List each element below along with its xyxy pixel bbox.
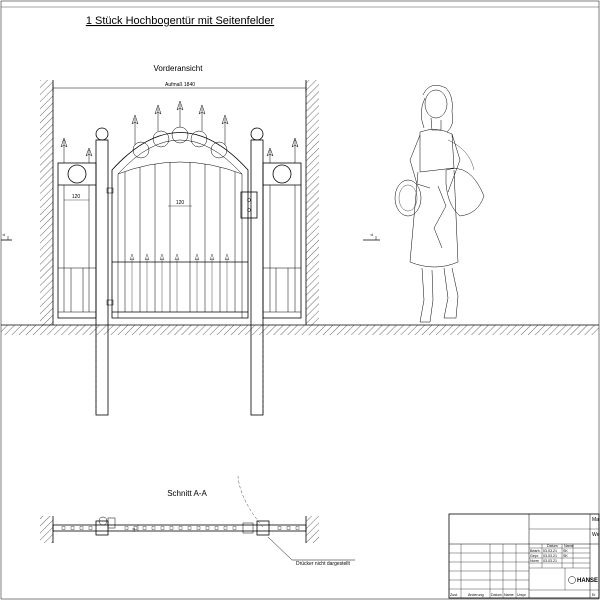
company-logo-text: HANSE [577, 578, 599, 584]
section-lock [243, 523, 253, 533]
section-hinge [108, 518, 115, 528]
section-bar [80, 527, 83, 530]
opening-dimension-label: Aufmaß 1840 [164, 82, 196, 88]
gate-leaf [112, 127, 248, 318]
section-bar [224, 527, 227, 530]
right-side-panel [263, 163, 301, 318]
title-block-row-date: 03.03.21 [543, 559, 557, 563]
gate-short-picket-tip [145, 254, 149, 260]
right-wall [306, 80, 319, 325]
drawing-title: 1 Stück Hochbogentür mit Seitenfelder [85, 15, 275, 27]
scale-figure-person [395, 85, 484, 322]
section-swing-arc [238, 476, 263, 527]
section-marker-right-label: A [370, 233, 374, 236]
title-block-col-date: Datum [547, 544, 558, 548]
section-bar [89, 527, 92, 530]
title-block-partial-footer: Er [592, 593, 596, 597]
section-bar [152, 527, 155, 530]
footer-zust: Zust. [450, 593, 458, 597]
title-block-partial-mid: We [592, 532, 600, 538]
left-side-panel [58, 163, 96, 318]
gate-short-picket-tip [225, 254, 229, 260]
footer-name: Name [504, 593, 514, 597]
section-bar [62, 527, 65, 530]
lock-box [241, 192, 257, 218]
side-spacing-label: 120 [71, 194, 81, 200]
gate-short-picket-tip [195, 254, 199, 260]
section-label: Schnitt A-A [167, 489, 207, 498]
gate-short-picket-tip [175, 254, 179, 260]
section-marker-left-label: A [2, 233, 6, 236]
front-view-label: Vorderansicht [153, 64, 203, 73]
sheet-border [1, 1, 599, 599]
company-logo [569, 577, 599, 585]
title-block-partial-top: Ma [592, 517, 599, 523]
section-right-post [257, 521, 269, 535]
section-bar [206, 527, 209, 530]
section-bar [197, 527, 200, 530]
title-block-row-label: Gepr. [530, 554, 539, 558]
footer-urspr: Urspr. [517, 593, 527, 597]
right-post [251, 128, 263, 415]
section-bar [215, 527, 218, 530]
gate-short-picket-tip [210, 254, 214, 260]
crown-spears [132, 101, 228, 145]
footer-datum: Datum [491, 593, 502, 597]
section-bar [188, 527, 191, 530]
section-bar [287, 527, 290, 530]
section-bar [71, 527, 74, 530]
title-block-row-name: SK [563, 549, 568, 553]
gate-short-picket-tip [160, 254, 164, 260]
section-bar [143, 527, 146, 530]
title-block-row-date: 03.03.21 [543, 554, 557, 558]
section-bar [296, 527, 299, 530]
title-block-row-date: 03.03.21 [543, 549, 557, 553]
title-block-row-label: Norm [530, 559, 539, 563]
section-bar [161, 527, 164, 530]
title-block-col-name: Name [564, 544, 574, 548]
gate-front-view [58, 101, 301, 415]
gate-spacing-label: 120 [175, 200, 185, 206]
handle-note: Drücker nicht dargestellt [296, 561, 350, 567]
gate-pickets [125, 162, 235, 312]
section-bar [179, 527, 182, 530]
ground-line [1, 325, 599, 335]
title-block-footer [450, 593, 527, 597]
section-bar [233, 527, 236, 530]
side-panel-spears [61, 138, 298, 163]
footer-aenderung: Änderung [468, 593, 484, 597]
left-post [96, 128, 108, 415]
title-block [449, 514, 599, 598]
section-a-a-view [40, 516, 319, 543]
section-bar [125, 527, 128, 530]
section-bar [170, 527, 173, 530]
shoulder-bag [446, 168, 484, 216]
gate-short-picket-tip [130, 254, 134, 260]
title-block-rows [530, 549, 568, 563]
left-wall [40, 80, 53, 325]
section-bar [278, 527, 281, 530]
title-block-row-name: SK [563, 554, 568, 558]
section-depth-label: 40 [132, 528, 136, 532]
title-block-row-label: Bearb. [530, 549, 541, 553]
